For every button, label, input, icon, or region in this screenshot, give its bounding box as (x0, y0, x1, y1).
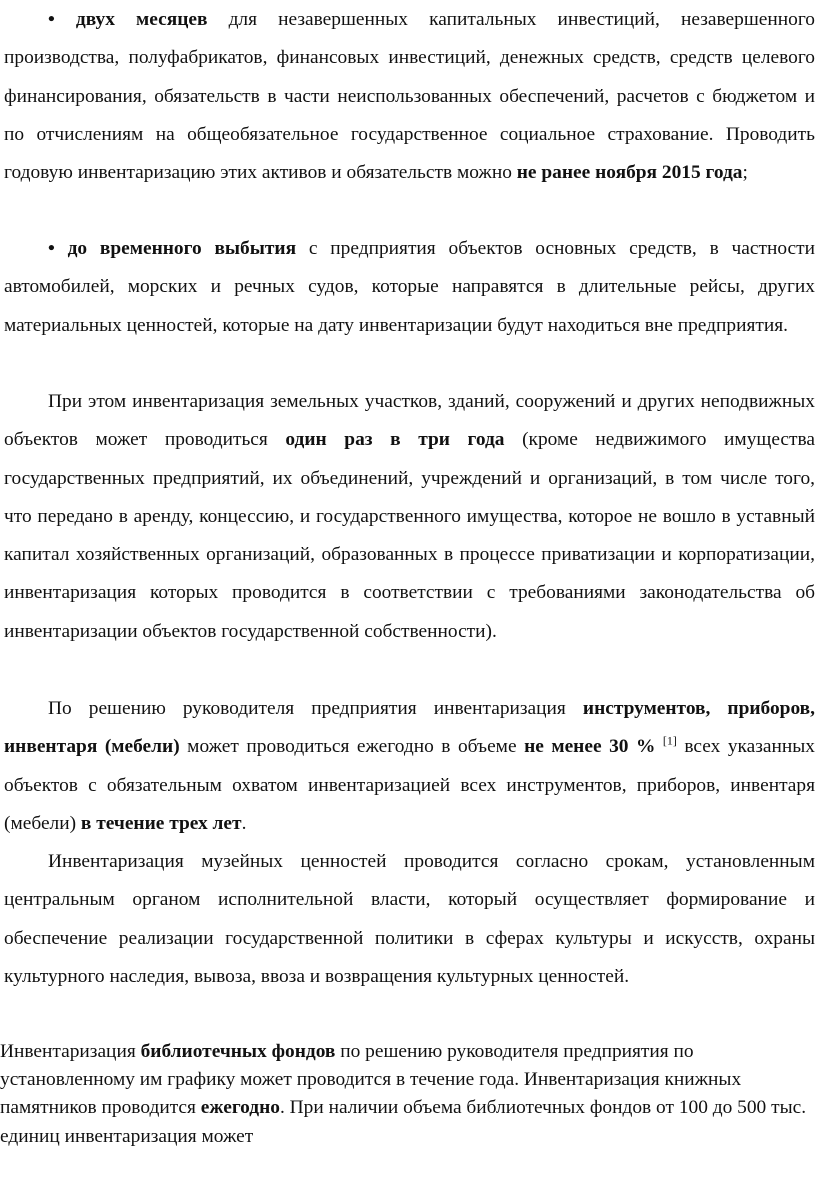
paragraph-museum-values (0, 843, 816, 996)
paragraph-text: Инвентаризация (0, 1041, 141, 1062)
footnote-link[interactable]: [1] (662, 733, 677, 748)
paragraph-text: (кроме недвижимого имущества государственных предприятий, их объединений, учреждений и организаций, в том числе того, что передано в аренду, концессию, и государственного имущества, которое не вошло в уставный капитал хозяйственных организаций, образованных в процессе приватизации и корпоратизации, инвентаризация которых проводится в соответствии с требованиями законодательства об инвентаризации объектов государственной собственности). (4, 429, 815, 642)
paragraph-text: При этом инвентаризация земельных участков, зданий, сооружений и других неподвижных объектов может проводиться (4, 391, 815, 451)
paragraph-library-funds (0, 1038, 816, 1151)
paragraph-land-inventory (0, 383, 816, 651)
bold-term: не менее 30 % (524, 736, 656, 758)
paragraph-text: всех указанных объектов с обязательным охватом инвентаризацией всех инструментов, приборов, инвентаря (мебели) (4, 736, 815, 834)
paragraph-text: для незавершенных капитальных инвестиций, незавершенного производства, полуфабрикатов, финансовых инвестиций, денежных средств, средств целевого финансирования, обязательств в части неиспользованных обеспечений, расчетов с бюджетом и по отчислениям на общеобязательное государственное социальное страхование. Проводить годовую инвентаризацию этих активов и обязательств можно (4, 9, 815, 184)
bold-term: до временного выбытия (67, 238, 297, 259)
bold-term: библиотечных фондов (140, 1041, 336, 1062)
paragraph-text: По решению руководителя предприятия инвентаризация (48, 698, 583, 719)
paragraph-text: по решению руководителя предприятия по установленному им графику может проводится в течение года. Инвентаризация книжных памятников проводится (0, 1041, 742, 1119)
bullet-marker: • (48, 9, 55, 30)
paragraph-text: . При наличии объема библиотечных фондов от 100 до 500 тыс. единиц инвентаризация может (0, 1097, 807, 1147)
paragraph-instruments-inventory (0, 690, 816, 843)
bold-term: не ранее ноября 2015 года (516, 162, 743, 184)
bullet-marker: • (48, 238, 55, 259)
paragraph-two-months (0, 1, 816, 192)
paragraph-text: ; (742, 162, 748, 184)
paragraph-text: . (241, 812, 247, 834)
bold-term: в течение трех лет (80, 812, 242, 834)
paragraph-temporary-disposal (0, 230, 816, 345)
bold-term: инструментов, приборов, инвентаря (мебели) (4, 698, 815, 758)
paragraph-text: может проводиться ежегодно в объеме (179, 736, 525, 758)
bold-term: двух месяцев (75, 9, 208, 30)
paragraph-text: с предприятия объектов основных средств, в частности автомобилей, морских и речных судов, которые направятся в длительные рейсы, других материальных ценностей, которые на дату инвентаризации будут находиться вне предприятия. (4, 238, 815, 336)
bold-term: один раз в три года (285, 429, 505, 451)
bold-term: ежегодно (200, 1097, 280, 1119)
paragraph-text: Инвентаризация музейных ценностей проводится согласно срокам, установленным центральным органом исполнительной власти, который осуществляет формирование и обеспечение реализации государственной политики в сферах культуры и искусств, охраны культурного наследия, вывоза, ввоза и возвращения культурных ценностей. (4, 851, 815, 987)
